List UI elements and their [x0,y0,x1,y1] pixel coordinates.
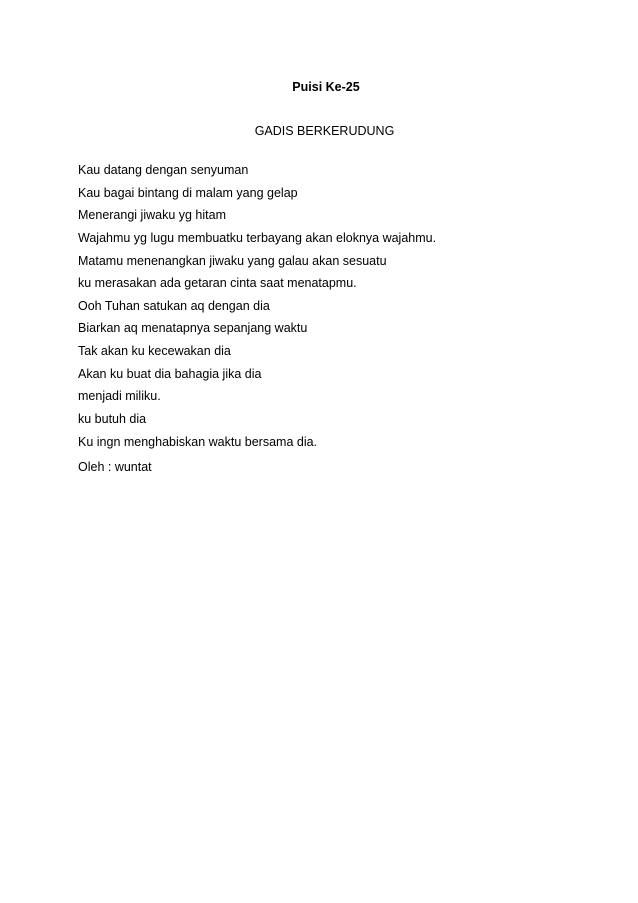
verse-line: Kau datang dengan senyuman [78,163,249,177]
poem-author: Oleh : wuntat [78,460,152,474]
verse-line: Akan ku buat dia bahagia jika dia [78,366,262,381]
poem-title: GADIS BERKERUDUNG [254,124,395,138]
verse-line: Wajahmu yg lugu membuatku terbayang akan eloknya wajahmu. [78,230,437,245]
verse-line: menjadi miliku. [78,389,161,404]
verse-line: Tak akan ku kecewakan dia [78,344,231,359]
poem-verses [78,163,436,457]
verse-line: Ku ingn menghabiskan waktu bersama dia. [78,434,318,449]
verse-line: Ooh Tuhan satukan aq dengan dia [78,298,270,313]
verse-line: Menerangi jiwaku yg hitam [78,208,226,223]
poem-number-heading: Puisi Ke-25 [292,80,360,94]
verse-line: Biarkan aq menatapnya sepanjang waktu [78,321,308,336]
verse-line: Kau bagai bintang di malam yang gelap [78,185,298,200]
verse-line: Matamu menenangkan jiwaku yang galau akan sesuatu [78,253,387,268]
verse-line: ku merasakan ada getaran cinta saat menatapmu. [78,276,357,291]
verse-line: ku butuh dia [78,412,147,427]
